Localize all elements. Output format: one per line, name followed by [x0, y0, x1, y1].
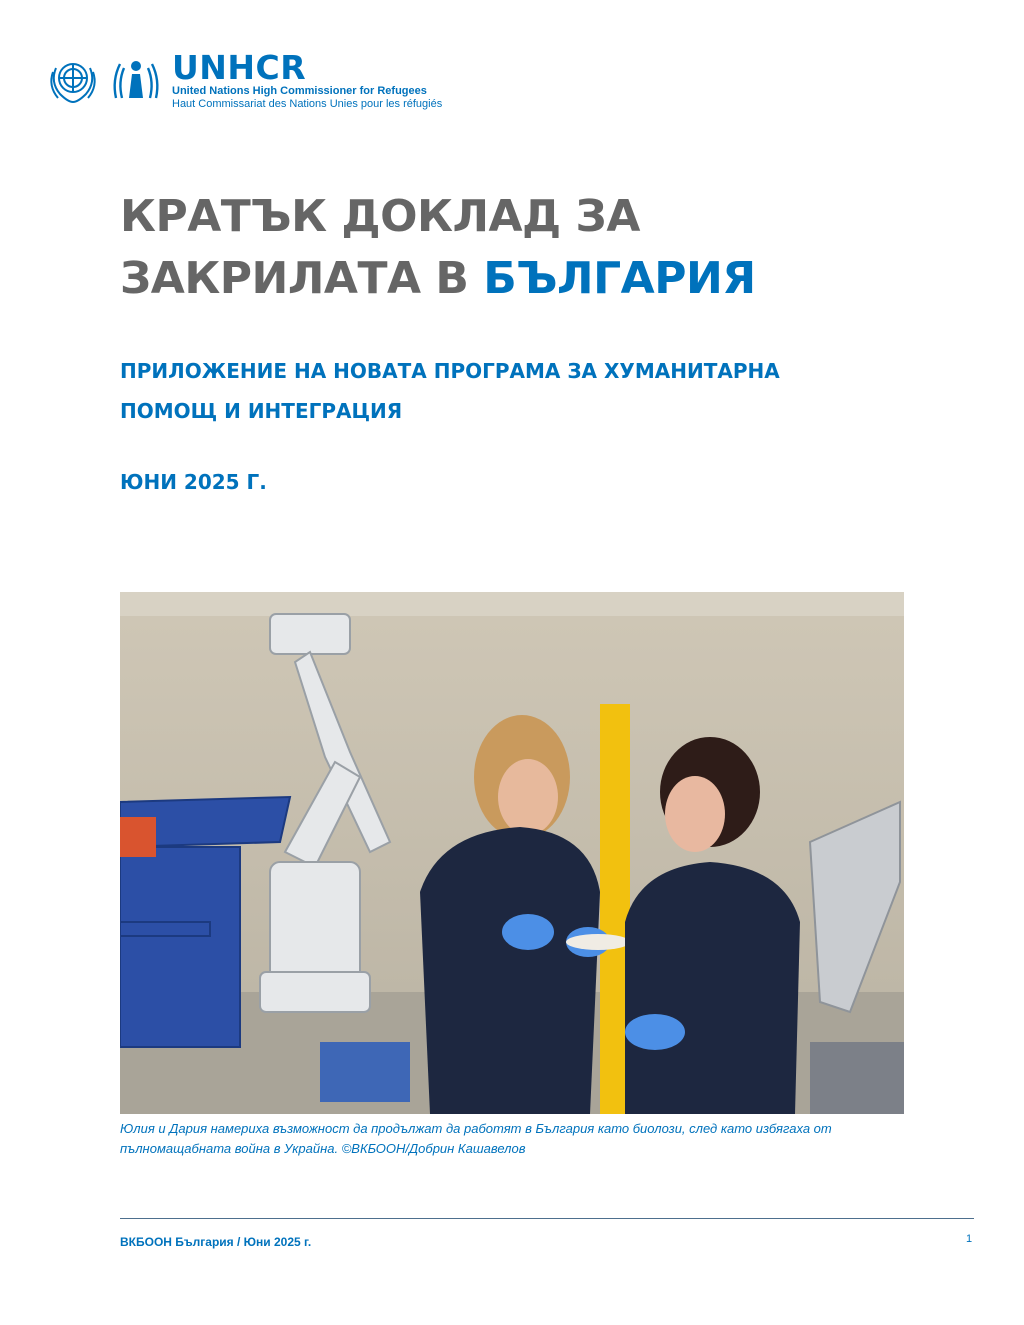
unhcr-logo	[44, 48, 442, 114]
report-title	[120, 186, 920, 310]
photo-two-women-in-lab-icon	[120, 592, 904, 1114]
title-line-1: КРАТЪК ДОКЛАД ЗА	[120, 191, 640, 242]
logo-line-en: United Nations High Commissioner for Refugees	[172, 85, 427, 97]
footer-divider	[120, 1218, 974, 1219]
logo-name: UNHCR	[172, 48, 307, 87]
title-line-2: ЗАКРИЛАТА В	[120, 253, 484, 304]
unhcr-hands-icon	[108, 54, 164, 108]
photo-caption: Юлия и Дария намериха възможност да продължат да работят в България като биолози, след като избягаха от пълномащабната война в Украйна. ©ВКБООН/Добрин Кашавелов	[120, 1121, 832, 1156]
un-emblem-icon	[44, 54, 102, 108]
footer-text: ВКБООН България / Юни 2025 г.	[120, 1235, 312, 1249]
page-number: 1	[966, 1233, 973, 1245]
logo-text	[172, 48, 443, 111]
report-date: ЮНИ 2025 Г.	[120, 470, 267, 494]
report-subtitle: ПРИЛОЖЕНИЕ НА НОВАТА ПРОГРАМА ЗА ХУМАНИТАРНА ПОМОЩ И ИНТЕГРАЦИЯ	[120, 359, 780, 423]
title-accent: БЪЛГАРИЯ	[483, 253, 756, 304]
cover-photo	[120, 592, 904, 1114]
logo-line-fr: Haut Commissariat des Nations Unies pour les réfugiés	[172, 98, 443, 110]
